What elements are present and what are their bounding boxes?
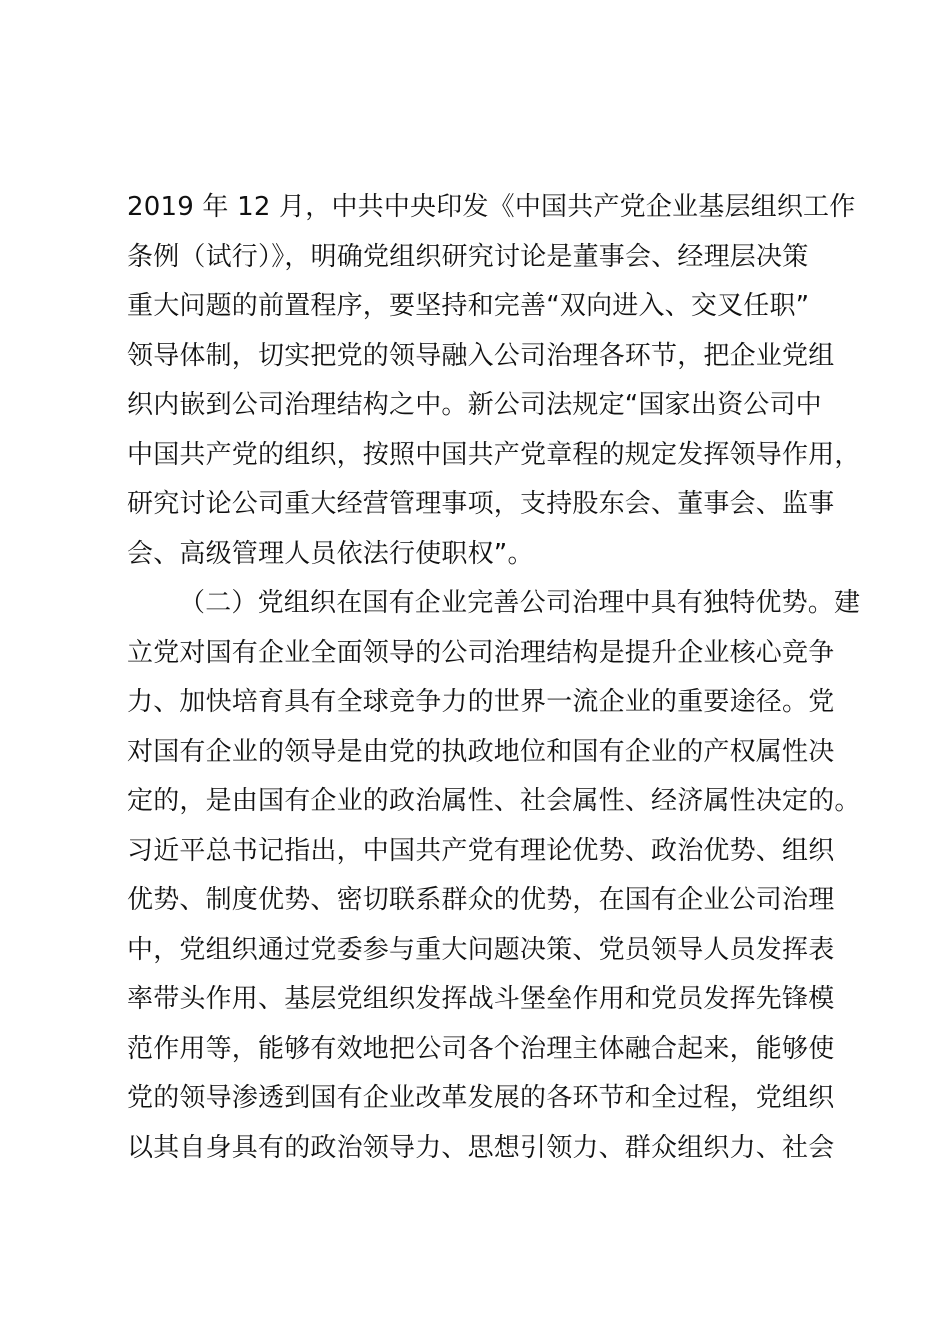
text-line: 中国共产党的组织，按照中国共产党章程的规定发挥领导作用， [127, 439, 861, 470]
text-line: 重大问题的前置程序，要坚持和完善“双向进入、交叉任职” [127, 291, 810, 321]
text-line: 对国有企业的领导是由党的执政地位和国有企业的产权属性决 [127, 736, 835, 767]
text-line: 中，党组织通过党委参与重大问题决策、党员领导人员发挥表 [127, 934, 835, 965]
text-line: 织内嵌到公司治理结构之中。新公司法规定“国家出资公司中 [127, 390, 822, 420]
text-line: 以其自身具有的政治领导力、思想引领力、群众组织力、社会 [127, 1132, 835, 1163]
text-line: 领导体制，切实把党的领导融入公司治理各环节，把企业党组 [127, 340, 835, 371]
text-line: 条例（试行）》，明确党组织研究讨论是董事会、经理层决策 [127, 241, 809, 272]
text-line: 会、高级管理人员依法行使职权”。 [127, 538, 534, 569]
paragraph-start-line: （二）党组织在国有企业完善公司治理中具有独特优势。建 [179, 588, 861, 618]
text-line: 习近平总书记指出，中国共产党有理论优势、政治优势、组织 [127, 835, 835, 866]
text-line: 党的领导渗透到国有企业改革发展的各环节和全过程，党组织 [127, 1083, 835, 1113]
text-line: 力、加快培育具有全球竞争力的世界一流企业的重要途径。党 [127, 687, 835, 717]
body-text [127, 183, 861, 1173]
text-line: 优势、制度优势、密切联系群众的优势，在国有企业公司治理 [127, 885, 835, 915]
text-line: 研究讨论公司重大经营管理事项，支持股东会、董事会、监事 [127, 489, 835, 519]
text-line: 范作用等，能够有效地把公司各个治理主体融合起来，能够使 [127, 1033, 835, 1064]
text-line: 2019 年 12 月，中共中央印发《中国共产党企业基层组织工作 [127, 192, 856, 222]
text-line: 立党对国有企业全面领导的公司治理结构是提升企业核心竞争 [127, 637, 835, 668]
text-line: 定的，是由国有企业的政治属性、社会属性、经济属性决定的。 [127, 786, 861, 816]
text-line: 率带头作用、基层党组织发挥战斗堡垒作用和党员发挥先锋模 [127, 984, 835, 1014]
